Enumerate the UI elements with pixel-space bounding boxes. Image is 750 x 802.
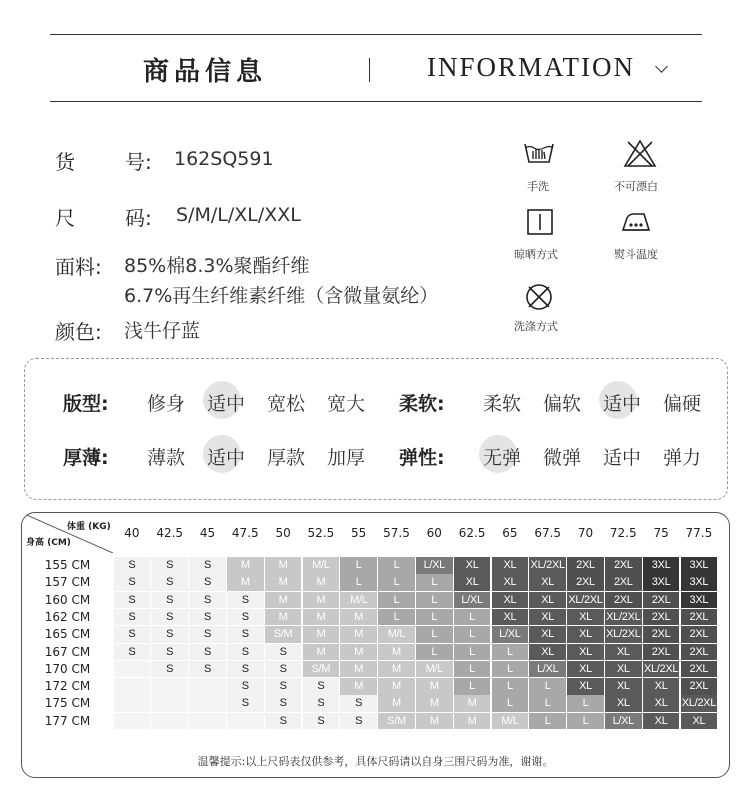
size-cell: XL bbox=[605, 661, 642, 678]
size-cell bbox=[227, 713, 264, 730]
size-cell: S bbox=[227, 661, 264, 678]
size-cell: XL bbox=[567, 644, 604, 661]
thickness-option: 适中 bbox=[207, 447, 246, 469]
size-cell: XL/2XL bbox=[605, 609, 642, 626]
shape-option: 宽松 bbox=[267, 393, 306, 415]
size-cell: M bbox=[340, 626, 377, 643]
title-chinese: 商品信息 bbox=[143, 57, 268, 87]
size-cell: M/L bbox=[303, 557, 340, 574]
size-cell: XL bbox=[454, 557, 491, 574]
height-row-header: 170 CM bbox=[44, 661, 91, 676]
thickness-option: 厚款 bbox=[267, 447, 306, 469]
weight-column-header: 77.5 bbox=[685, 526, 713, 540]
size-cell: XL bbox=[529, 609, 566, 626]
weight-column-header: 70 bbox=[577, 526, 594, 540]
size-cell: L bbox=[492, 695, 529, 712]
weight-column-header: 60 bbox=[426, 526, 442, 540]
size-cell: M bbox=[227, 557, 264, 574]
size-cell: XL bbox=[643, 678, 680, 695]
size-cell: L bbox=[529, 713, 566, 730]
size-cell: M bbox=[378, 678, 415, 695]
size-cell: XL bbox=[605, 695, 642, 712]
size-cell: M bbox=[340, 644, 377, 661]
size-cell: 2XL bbox=[605, 574, 642, 591]
line-dry-label: 晾晒方式 bbox=[514, 248, 558, 261]
color-value: 浅牛仔蓝 bbox=[124, 320, 201, 342]
size-cell: S bbox=[227, 678, 264, 695]
size-cell: 2XL bbox=[643, 626, 680, 643]
elasticity-option: 弹力 bbox=[663, 447, 702, 469]
size-cell: L/XL bbox=[605, 713, 642, 730]
size-cell: S/M bbox=[303, 661, 340, 678]
size-cell: 3XL bbox=[643, 574, 680, 591]
size-cell: L bbox=[454, 644, 491, 661]
elasticity-option: 适中 bbox=[603, 447, 642, 469]
size-cell: L bbox=[492, 678, 529, 695]
size-cell: L bbox=[378, 557, 415, 574]
size-chart-note: 温馨提示:以上尺码表仅供参考，具体尺码请以自身三围尺码为准，谢谢。 bbox=[197, 755, 554, 768]
size-cell: L bbox=[378, 574, 415, 591]
size-cell: XL bbox=[529, 574, 566, 591]
size-cell: S bbox=[114, 574, 151, 591]
size-cell: 2XL bbox=[605, 592, 642, 609]
size-cell: L bbox=[454, 678, 491, 695]
size-cell: M bbox=[416, 713, 453, 730]
size-cell: 2XL bbox=[681, 609, 718, 626]
size-cell: S/M bbox=[265, 626, 302, 643]
softness-label: 柔软: bbox=[399, 393, 445, 415]
size-cell: S bbox=[189, 592, 226, 609]
size-cell: S bbox=[114, 644, 151, 661]
size-cell: 3XL bbox=[681, 557, 718, 574]
iron-label: 熨斗温度 bbox=[614, 248, 658, 261]
size-cell: S bbox=[151, 557, 188, 574]
size-cell: 2XL bbox=[681, 678, 718, 695]
iron-icon bbox=[620, 210, 652, 234]
height-row-header: 165 CM bbox=[44, 627, 91, 642]
thickness-option: 薄款 bbox=[147, 447, 186, 469]
size-chart bbox=[21, 512, 730, 778]
softness-option: 偏软 bbox=[543, 393, 582, 415]
size-cell: XL bbox=[567, 626, 604, 643]
size-cell: S bbox=[114, 557, 151, 574]
weight-column-header: 57.5 bbox=[383, 526, 410, 540]
size-cell: M bbox=[378, 644, 415, 661]
size-cell: L bbox=[529, 678, 566, 695]
size-cell: 3XL bbox=[643, 557, 680, 574]
no-bleach-icon bbox=[622, 138, 658, 168]
weight-column-header: 62.5 bbox=[458, 526, 486, 540]
weight-column-header: 45 bbox=[199, 526, 216, 540]
size-cell bbox=[114, 713, 151, 730]
weight-column-header: 42.5 bbox=[156, 526, 184, 540]
size-cell: L bbox=[454, 661, 491, 678]
no-dry-clean-icon bbox=[524, 282, 554, 312]
size-cell: L bbox=[492, 661, 529, 678]
size-cell: XL/2XL bbox=[643, 661, 680, 678]
weight-column-header: 67.5 bbox=[534, 526, 562, 540]
size-cell: 2XL bbox=[567, 557, 604, 574]
size-cell: M bbox=[454, 695, 491, 712]
fabric-line-1: 85%棉8.3%聚酯纤维 bbox=[124, 255, 310, 277]
size-cell: S bbox=[340, 713, 377, 730]
size-label-a: 尺 bbox=[55, 206, 75, 230]
size-cell: L bbox=[340, 557, 377, 574]
size-cell: S bbox=[151, 661, 188, 678]
item-no-value: 162SQ591 bbox=[174, 148, 274, 170]
shape-option: 适中 bbox=[207, 393, 246, 415]
thickness-label: 厚薄: bbox=[63, 447, 109, 469]
weight-column-header: 75 bbox=[653, 526, 669, 540]
size-cell: M/L bbox=[492, 713, 529, 730]
size-cell: XL bbox=[681, 713, 718, 730]
size-cell: XL bbox=[567, 609, 604, 626]
size-cell: M bbox=[340, 678, 377, 695]
size-cell: M bbox=[378, 661, 415, 678]
size-cell: XL bbox=[567, 661, 604, 678]
size-cell: XL bbox=[605, 644, 642, 661]
title-divider bbox=[369, 58, 370, 82]
size-cell: XL bbox=[643, 695, 680, 712]
size-cell: S bbox=[227, 592, 264, 609]
size-cell: M bbox=[340, 661, 377, 678]
size-cell: XL/2XL bbox=[529, 557, 566, 574]
size-cell: L bbox=[416, 626, 453, 643]
size-cell: S bbox=[265, 713, 302, 730]
height-row-header: 175 CM bbox=[44, 696, 91, 711]
size-cell: M bbox=[265, 592, 302, 609]
size-cell: XL/2XL bbox=[567, 592, 604, 609]
size-cell bbox=[189, 678, 226, 695]
size-cell: S bbox=[151, 592, 188, 609]
size-cell bbox=[189, 713, 226, 730]
size-cell: S bbox=[265, 644, 302, 661]
header-bottom-rule bbox=[50, 101, 702, 102]
size-label-b: 码: bbox=[125, 206, 152, 230]
size-cell: 2XL bbox=[681, 626, 718, 643]
size-cell: M bbox=[303, 626, 340, 643]
size-cell: XL/2XL bbox=[681, 695, 718, 712]
fabric-line-2: 6.7%再生纤维素纤维（含微量氨纶） bbox=[124, 285, 439, 307]
size-cell: L/XL bbox=[529, 661, 566, 678]
elasticity-option: 无弹 bbox=[483, 447, 522, 469]
size-cell bbox=[114, 678, 151, 695]
size-cell: XL bbox=[454, 574, 491, 591]
height-row-header: 157 CM bbox=[44, 575, 91, 590]
size-cell: XL/2XL bbox=[605, 626, 642, 643]
height-row-header: 167 CM bbox=[44, 644, 91, 659]
size-cell: M bbox=[416, 695, 453, 712]
size-cell: S bbox=[265, 661, 302, 678]
size-cell: S bbox=[114, 592, 151, 609]
size-cell: L/XL bbox=[416, 557, 453, 574]
size-cell: L bbox=[378, 609, 415, 626]
height-row-header: 160 CM bbox=[44, 592, 91, 607]
size-cell: S bbox=[227, 644, 264, 661]
size-cell: L bbox=[567, 695, 604, 712]
size-cell: M bbox=[303, 609, 340, 626]
size-cell: XL bbox=[567, 678, 604, 695]
size-cell: 2XL bbox=[681, 644, 718, 661]
size-cell: L bbox=[340, 574, 377, 591]
size-cell: M bbox=[454, 713, 491, 730]
weight-column-header: 40 bbox=[124, 526, 140, 540]
size-cell bbox=[151, 695, 188, 712]
size-cell: 2XL bbox=[643, 592, 680, 609]
size-cell: S bbox=[227, 609, 264, 626]
size-cell: XL bbox=[492, 609, 529, 626]
size-cell: S bbox=[303, 713, 340, 730]
size-cell: S bbox=[189, 557, 226, 574]
chevron-down-icon bbox=[655, 60, 668, 73]
size-cell: L bbox=[416, 592, 453, 609]
size-cell: L bbox=[492, 644, 529, 661]
size-cell: L bbox=[416, 609, 453, 626]
size-cell: XL bbox=[529, 644, 566, 661]
size-cell bbox=[189, 695, 226, 712]
size-cell: S bbox=[114, 626, 151, 643]
title-english: INFORMATION bbox=[427, 52, 636, 82]
size-value: S/M/L/XL/XXL bbox=[176, 204, 301, 226]
size-cell: XL bbox=[643, 713, 680, 730]
size-cell: S bbox=[189, 609, 226, 626]
size-cell: L bbox=[378, 592, 415, 609]
fabric-label: 面料: bbox=[55, 255, 102, 279]
height-row-header: 172 CM bbox=[44, 679, 91, 694]
color-label: 颜色: bbox=[55, 320, 102, 344]
size-cell: XL bbox=[529, 592, 566, 609]
size-cell: M bbox=[265, 574, 302, 591]
softness-option: 柔软 bbox=[483, 393, 522, 415]
size-cell: XL bbox=[492, 592, 529, 609]
size-cell: S bbox=[189, 644, 226, 661]
softness-option: 适中 bbox=[603, 393, 642, 415]
elasticity-label: 弹性: bbox=[399, 447, 445, 469]
size-cell: S bbox=[189, 626, 226, 643]
hand-wash-icon bbox=[522, 138, 556, 168]
header-top-rule bbox=[50, 34, 702, 35]
size-cell: S bbox=[303, 695, 340, 712]
size-cell: 2XL bbox=[567, 574, 604, 591]
size-cell: S bbox=[227, 626, 264, 643]
size-cell: 2XL bbox=[605, 557, 642, 574]
weight-column-header: 72.5 bbox=[609, 526, 637, 540]
size-cell: 2XL bbox=[681, 661, 718, 678]
size-cell: S bbox=[151, 609, 188, 626]
size-cell: S bbox=[189, 574, 226, 591]
size-cell: M bbox=[303, 644, 340, 661]
size-cell: S bbox=[265, 695, 302, 712]
line-dry-icon bbox=[526, 208, 554, 236]
size-cell: M bbox=[265, 557, 302, 574]
size-cell: L/XL bbox=[454, 592, 491, 609]
height-row-header: 162 CM bbox=[44, 609, 91, 624]
size-cell: M bbox=[265, 609, 302, 626]
weight-column-header: 50 bbox=[275, 526, 291, 540]
height-header: 身高 (CM) bbox=[26, 538, 71, 548]
softness-option: 偏硬 bbox=[663, 393, 702, 415]
size-cell: S bbox=[265, 678, 302, 695]
size-cell: XL bbox=[492, 574, 529, 591]
size-cell: S bbox=[114, 609, 151, 626]
shape-option: 宽大 bbox=[327, 393, 366, 415]
size-cell: M bbox=[340, 609, 377, 626]
size-cell: S bbox=[303, 678, 340, 695]
weight-column-header: 52.5 bbox=[307, 526, 335, 540]
weight-column-header: 47.5 bbox=[231, 526, 259, 540]
size-cell: L bbox=[454, 626, 491, 643]
hand-wash-label: 手洗 bbox=[527, 180, 549, 193]
weight-header: 体重 (KG) bbox=[67, 522, 111, 532]
size-cell: XL bbox=[605, 678, 642, 695]
size-cell: M bbox=[303, 574, 340, 591]
size-cell: XL bbox=[492, 557, 529, 574]
size-cell: L bbox=[416, 644, 453, 661]
size-cell: L bbox=[454, 609, 491, 626]
size-cell: M bbox=[227, 574, 264, 591]
size-cell: L/XL bbox=[492, 626, 529, 643]
weight-column-header: 55 bbox=[351, 526, 367, 540]
size-cell: M bbox=[303, 592, 340, 609]
size-cell: 2XL bbox=[643, 609, 680, 626]
size-cell: S bbox=[189, 661, 226, 678]
weight-column-header: 65 bbox=[502, 526, 518, 540]
height-row-header: 155 CM bbox=[44, 558, 91, 572]
shape-option: 修身 bbox=[147, 393, 186, 415]
elasticity-option: 微弹 bbox=[543, 447, 582, 469]
size-cell bbox=[151, 713, 188, 730]
size-cell: 3XL bbox=[681, 592, 718, 609]
size-cell: M/L bbox=[378, 626, 415, 643]
shape-label: 版型: bbox=[63, 393, 109, 415]
size-cell: 2XL bbox=[643, 644, 680, 661]
item-no-label-a: 货 bbox=[55, 150, 75, 174]
size-cell: S bbox=[151, 574, 188, 591]
no-bleach-label: 不可漂白 bbox=[614, 180, 658, 193]
no-dry-clean-label: 洗涤方式 bbox=[514, 320, 558, 333]
size-cell: XL bbox=[529, 626, 566, 643]
size-cell bbox=[151, 678, 188, 695]
size-cell: 3XL bbox=[681, 574, 718, 591]
size-cell: L bbox=[529, 695, 566, 712]
size-cell: M bbox=[378, 695, 415, 712]
size-cell: S bbox=[151, 626, 188, 643]
size-cell: L bbox=[416, 574, 453, 591]
size-cell: S bbox=[227, 695, 264, 712]
size-cell: S bbox=[340, 695, 377, 712]
fit-attributes-box bbox=[24, 358, 728, 500]
size-chart-corner bbox=[22, 513, 113, 553]
size-cell bbox=[114, 661, 151, 678]
size-cell: M bbox=[416, 678, 453, 695]
size-cell: M/L bbox=[340, 592, 377, 609]
height-row-header: 177 CM bbox=[44, 713, 91, 728]
size-cell bbox=[114, 695, 151, 712]
size-cell: M/L bbox=[416, 661, 453, 678]
size-cell: L bbox=[567, 713, 604, 730]
size-cell: S bbox=[151, 644, 188, 661]
item-no-label-b: 号: bbox=[125, 150, 152, 174]
size-cell: S/M bbox=[378, 713, 415, 730]
thickness-option: 加厚 bbox=[327, 447, 366, 469]
